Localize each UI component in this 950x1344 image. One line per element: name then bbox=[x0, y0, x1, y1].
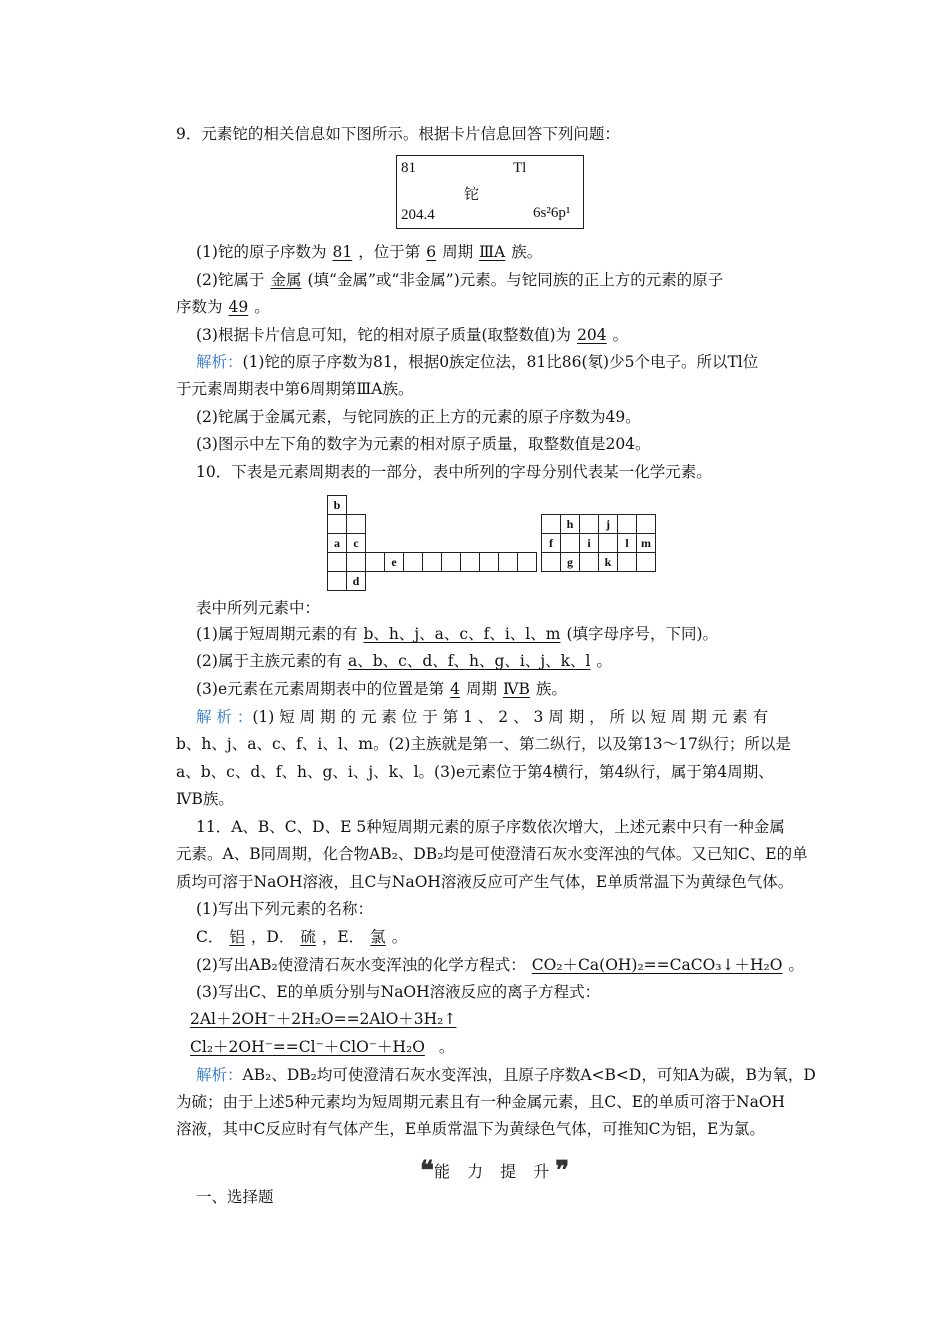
pt-cell-l: l bbox=[617, 533, 637, 553]
q11-part3-answer-1 bbox=[176, 1008, 470, 1030]
open-quote-icon: ❝ bbox=[420, 1156, 434, 1186]
q10-stem: 10．下表是元素周期表的一部分，表中所列的字母分别代表某一化学元素。 bbox=[196, 463, 712, 481]
q11-stem-3: 质均可溶于NaOH溶液，且C与NaOH溶液反应可产生气体，E单质常温下为黄绿色气体。 bbox=[176, 873, 794, 891]
q10-analysis-2: b、h、j、a、c、f、i、l、m。(2)主族就是第一、第二纵行，以及第13～17纵行；所以是 bbox=[176, 735, 791, 753]
pt-cell-b: b bbox=[327, 495, 347, 515]
pt-cell-a: a bbox=[327, 533, 347, 553]
q11-stem-2: 元素。A、B同周期，化合物AB₂、DB₂均是可使澄清石灰水变浑浊的气体。又已知C、E的单 bbox=[176, 845, 808, 863]
q10-answer-group: ⅣB bbox=[503, 680, 530, 698]
q11-analysis-2: 为硫；由于上述5种元素均为短周期元素且有一种金属元素，且C、E的单质可溶于NaOH bbox=[176, 1093, 786, 1111]
pt-cell-d: d bbox=[346, 571, 366, 591]
q9-analysis-1: 解析：(1)铊的原子序数为81，根据0族定位法，81比86(氡)少5个电子。所以Tl位 bbox=[196, 353, 759, 371]
pt-cell bbox=[346, 552, 366, 572]
pt-cell bbox=[327, 552, 347, 572]
pt-cell bbox=[327, 571, 347, 591]
pt-cell-i: i bbox=[579, 533, 599, 553]
element-card bbox=[396, 155, 584, 229]
pt-cell bbox=[403, 552, 423, 572]
q9-stem: 9．元素铊的相关信息如下图所示。根据卡片信息回答下列问题： bbox=[176, 125, 620, 143]
q11-answer-c: 铝 bbox=[229, 928, 245, 946]
q11-stem-1: 11．A、B、C、D、E 5种短周期元素的原子序数依次增大，上述元素中只有一种金属 bbox=[196, 818, 785, 836]
q10-analysis-4: ⅣB族。 bbox=[176, 790, 234, 808]
q10-analysis-3: a、b、c、d、f、h、g、i、j、k、l。(3)e元素位于第4横行，第4纵行，属于第4周期、 bbox=[176, 763, 774, 781]
pt-cell bbox=[517, 552, 537, 572]
card-electron-config: 6s²6p¹ bbox=[533, 205, 571, 221]
pt-cell bbox=[636, 552, 656, 572]
section-banner bbox=[420, 1156, 569, 1186]
q11-answer-equation: CO₂＋Ca(OH)₂==CaCO₃↓＋H₂O bbox=[531, 956, 783, 974]
pt-cell bbox=[560, 533, 580, 553]
q11-part2: (2)写出AB₂使澄清石灰水变浑浊的化学方程式： CO₂＋Ca(OH)₂==CaCO₃↓＋H₂O 。 bbox=[196, 956, 804, 974]
pt-cell bbox=[498, 552, 518, 572]
q9-analysis-2: (2)铊属于金属元素，与铊同族的正上方的元素的原子序数为49。 bbox=[196, 408, 641, 426]
q9-part1: (1)铊的原子序数为 81 ，位于第 6 周期 ⅢA 族。 bbox=[196, 243, 543, 261]
q11-analysis-1: 解析：AB₂、DB₂均可使澄清石灰水变浑浊，且原子序数A<B<D，可知A为碳，B为氧，D bbox=[196, 1066, 816, 1084]
q11-answer-ionic-cl: Cl₂＋2OH⁻==Cl⁻＋ClO⁻＋H₂O bbox=[190, 1038, 425, 1056]
pt-cell-g: g bbox=[560, 552, 580, 572]
pt-cell bbox=[479, 552, 499, 572]
q10-analysis-1: 解 析 ：(1) 短 周 期 的 元 素 位 于 第 1 、 2 、 3 周 期 ， 所 以 短 周 期 元 素 有 bbox=[196, 708, 769, 726]
pt-cell bbox=[579, 552, 599, 572]
q10-answer-main-group: a、b、c、d、f、h、g、i、j、k、l bbox=[347, 652, 591, 670]
pt-cell bbox=[327, 514, 347, 534]
card-symbol: Tl bbox=[513, 160, 527, 176]
pt-cell-f: f bbox=[541, 533, 561, 553]
q11-part1-answers: C． 铝 ，D． 硫 ，E． 氯 。 bbox=[196, 928, 408, 946]
q9-part2-cont: 序数为 49 。 bbox=[176, 298, 270, 316]
pt-cell bbox=[617, 514, 637, 534]
q10-part1: (1)属于短周期元素的有 b、h、j、a、c、f、i、l、m (填字母序号，下同)。 bbox=[196, 625, 719, 643]
close-quote-icon: ❞ bbox=[555, 1156, 570, 1186]
pt-cell bbox=[460, 552, 480, 572]
q9-answer-period: 6 bbox=[426, 243, 437, 261]
analysis-label: 解 析 ： bbox=[196, 708, 253, 726]
q9-answer-49: 49 bbox=[228, 298, 249, 316]
pt-cell-k: k bbox=[598, 552, 618, 572]
q9-answer-group: ⅢA bbox=[479, 243, 506, 261]
q9-part3: (3)根据卡片信息可知，铊的相对原子质量(取整数值)为 204 。 bbox=[196, 326, 629, 344]
q9-analysis-3: (3)图示中左下角的数字为元素的相对原子质量，取整数值是204。 bbox=[196, 435, 651, 453]
card-atomic-number: 81 bbox=[401, 160, 416, 176]
pt-cell-e: e bbox=[384, 552, 404, 572]
pt-cell bbox=[617, 552, 637, 572]
q11-part3-answer-2: Cl₂＋2OH⁻==Cl⁻＋ClO⁻＋H₂O 。 bbox=[176, 1036, 454, 1058]
section-heading: 一、选择题 bbox=[196, 1188, 274, 1206]
pt-cell bbox=[636, 514, 656, 534]
q11-answer-d: 硫 bbox=[300, 928, 316, 946]
pt-cell bbox=[541, 514, 561, 534]
card-name: 铊 bbox=[464, 187, 480, 203]
q9-analysis-1b: 于元素周期表中第6周期第ⅢA族。 bbox=[176, 380, 414, 398]
pt-cell bbox=[541, 552, 561, 572]
q10-answer-short-period: b、h、j、a、c、f、i、l、m bbox=[363, 625, 561, 643]
pt-cell-h: h bbox=[560, 514, 580, 534]
analysis-label: 解析： bbox=[196, 353, 243, 371]
q10-intro: 表中所列元素中： bbox=[196, 599, 321, 617]
q11-analysis-3: 溶液，其中C反应时有气体产生，E单质常温下为黄绿色气体，可推知C为铝，E为氯。 bbox=[176, 1120, 765, 1138]
q11-answer-ionic-al: 2Al＋2OH⁻＋2H₂O==2AlO＋3H₂↑ bbox=[190, 1010, 457, 1028]
pt-cell-j: j bbox=[598, 514, 618, 534]
pt-cell bbox=[346, 514, 366, 534]
q11-answer-e: 氯 bbox=[370, 928, 386, 946]
q10-part2: (2)属于主族元素的有 a、b、c、d、f、h、g、i、j、k、l 。 bbox=[196, 652, 613, 670]
pt-cell bbox=[365, 552, 385, 572]
pt-cell bbox=[598, 533, 618, 553]
q11-part1: (1)写出下列元素的名称： bbox=[196, 900, 373, 918]
pt-cell bbox=[441, 552, 461, 572]
q9-answer-atomic-number: 81 bbox=[332, 243, 353, 261]
pt-cell bbox=[422, 552, 442, 572]
q9-answer-mass: 204 bbox=[577, 326, 607, 344]
pt-cell bbox=[579, 514, 599, 534]
q10-answer-period: 4 bbox=[450, 680, 461, 698]
section-banner-title: 能 力 提 升 bbox=[434, 1162, 556, 1181]
q9-answer-metal: 金属 bbox=[270, 271, 302, 289]
q11-part3: (3)写出C、E的单质分别与NaOH溶液反应的离子方程式： bbox=[196, 983, 601, 1001]
q9-part2: (2)铊属于 金属 (填“金属”或“非金属”)元素。与铊同族的正上方的元素的原子 bbox=[196, 271, 724, 289]
analysis-label: 解析： bbox=[196, 1066, 243, 1084]
q10-part3: (3)e元素在元素周期表中的位置是第 4 周期 ⅣB 族。 bbox=[196, 680, 567, 698]
pt-cell-m: m bbox=[636, 533, 656, 553]
card-atomic-mass: 204.4 bbox=[401, 207, 435, 223]
pt-cell-c: c bbox=[346, 533, 366, 553]
